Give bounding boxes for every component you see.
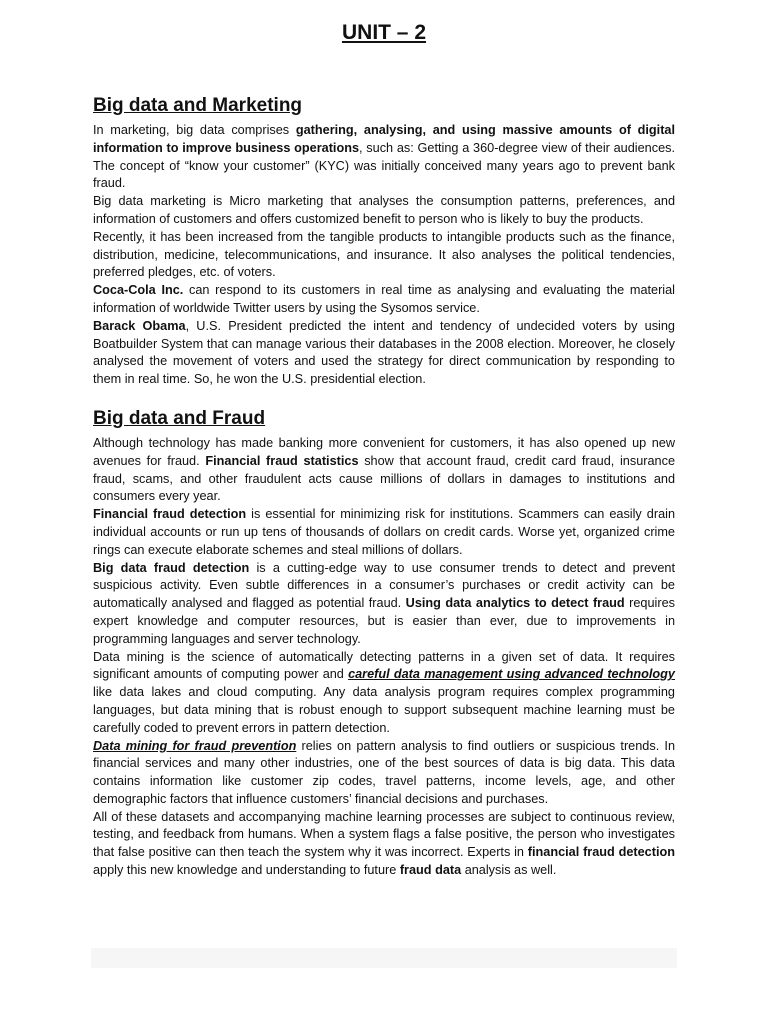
text-run: , U.S. President predicted the intent and tendency of undecided voters by using Boatbuilder System that can manage various their databases in the 2008 election. Moreover, he closely analysed the movement of voters and used the strategy for direct communication by responding to them in real time. So, he won the U.S. presidential election. — [93, 318, 675, 387]
text-run: relies on pattern analysis to find outliers or suspicious trends. In financial services and many other industries, one of the best sources of data is big data. This data contains information like customer zip codes, travel patterns, income levels, age, and other demographic factors that influence customers’ financial decisions and purchases. — [93, 738, 675, 806]
emphasized-text: Using data analytics to detect fraud — [405, 596, 625, 611]
text-run: is essential for minimizing risk for institutions. Scammers can easily drain individual accounts or run up tens of thousands of dollars on credit cards. Worse yet, organized crime rings can execute elaborate schemes and steal millions of dollars. — [93, 507, 676, 557]
fraud-paragraph — [93, 649, 675, 738]
text-run: Recently, it has been increased from the tangible products to intangible products such as the finance, distribution, medicine, telecommunications, and insurance. It also analyses the political tendencies, preferred pledges, etc. of voters. — [93, 229, 675, 280]
emphasized-text: financial fraud detection — [527, 845, 675, 860]
text-run: apply this new knowledge and understanding to future — [93, 863, 400, 878]
text-run: is a cutting-edge way to use consumer trends to detect and prevent suspicious activity. Even subtle differences in a consumer’s purchases or credit activity can be automatically analysed and flagged as potential fraud. — [93, 560, 675, 611]
marketing-paragraph — [93, 318, 675, 389]
marketing-paragraph — [93, 282, 675, 318]
marketing-paragraph — [93, 122, 675, 193]
text-run: , such as: Getting a 360-degree view of their audiences. The concept of “know your customer” (KYC) was initially conceived many years ago to prevent bank fraud. — [93, 140, 675, 191]
emphasized-text: Financial fraud detection — [93, 507, 247, 522]
marketing-paragraph — [93, 193, 675, 229]
text-run: requires expert knowledge and computer resources, but is easier than ever, due to improvements in programming languages and server technology. — [93, 596, 675, 646]
text-run: In marketing, big data comprises — [93, 123, 296, 137]
unit-title: UNIT – 2 — [341, 21, 427, 44]
text-run: All of these datasets and accompanying machine learning processes are subject to continuous review, testing, and feedback from humans. When a system flags a false positive, the person who investigates that false positive can then teach the system why it was incorrect. Experts in — [93, 809, 675, 860]
emphasized-text: gathering, analysing, and using massive amounts of digital information to improve business operations — [93, 123, 675, 155]
text-run: like data lakes and cloud computing. Any data analysis program requires complex programming languages, but data mining that is robust enough to support subsequent machine learning must be carefully coded to prevent errors in pattern detection. — [93, 685, 675, 735]
fraud-paragraph — [93, 506, 675, 559]
fraud-paragraph — [93, 435, 675, 506]
fraud-paragraph — [93, 738, 675, 809]
text-run: Although technology has made banking more convenient for customers, it has also opened up new avenues for fraud. — [93, 435, 675, 468]
text-run: Data mining is the science of automatically detecting patterns in a given set of data. It requires significant amounts of computing power and — [93, 649, 675, 682]
emphasized-text: Big data fraud detection — [93, 560, 250, 575]
fraud-paragraph — [93, 560, 675, 649]
text-run: analysis as well. — [461, 863, 557, 878]
emphasized-text: Financial fraud statistics — [205, 453, 359, 468]
emphasized-text: Data mining for fraud prevention — [93, 738, 297, 753]
text-run: Big data marketing is Micro marketing that analyses the consumption patterns, preferences, and information of customers and offers customized benefit to person who is likely to buy the products. — [93, 194, 675, 226]
footer-bar — [91, 948, 677, 968]
document-page — [93, 20, 675, 880]
emphasized-text: Barack Obama — [93, 318, 186, 333]
text-run: can respond to its customers in real time as analysing and evaluating the material information of worldwide Twitter users by using the Sysomos service. — [93, 283, 675, 315]
section-title-marketing: Big data and Marketing — [93, 95, 303, 116]
fraud-paragraph — [93, 809, 675, 880]
emphasized-text: fraud data — [399, 863, 462, 878]
emphasized-text: Coca-Cola Inc. — [93, 283, 184, 298]
text-run: show that account fraud, credit card fraud, insurance fraud, scams, and other fraudulent acts cause millions of dollars in damages to institutions and consumers every year. — [93, 453, 675, 504]
emphasized-text: careful data management using advanced technology — [348, 667, 675, 682]
section-title-fraud: Big data and Fraud — [93, 407, 266, 429]
marketing-paragraph — [93, 229, 675, 282]
